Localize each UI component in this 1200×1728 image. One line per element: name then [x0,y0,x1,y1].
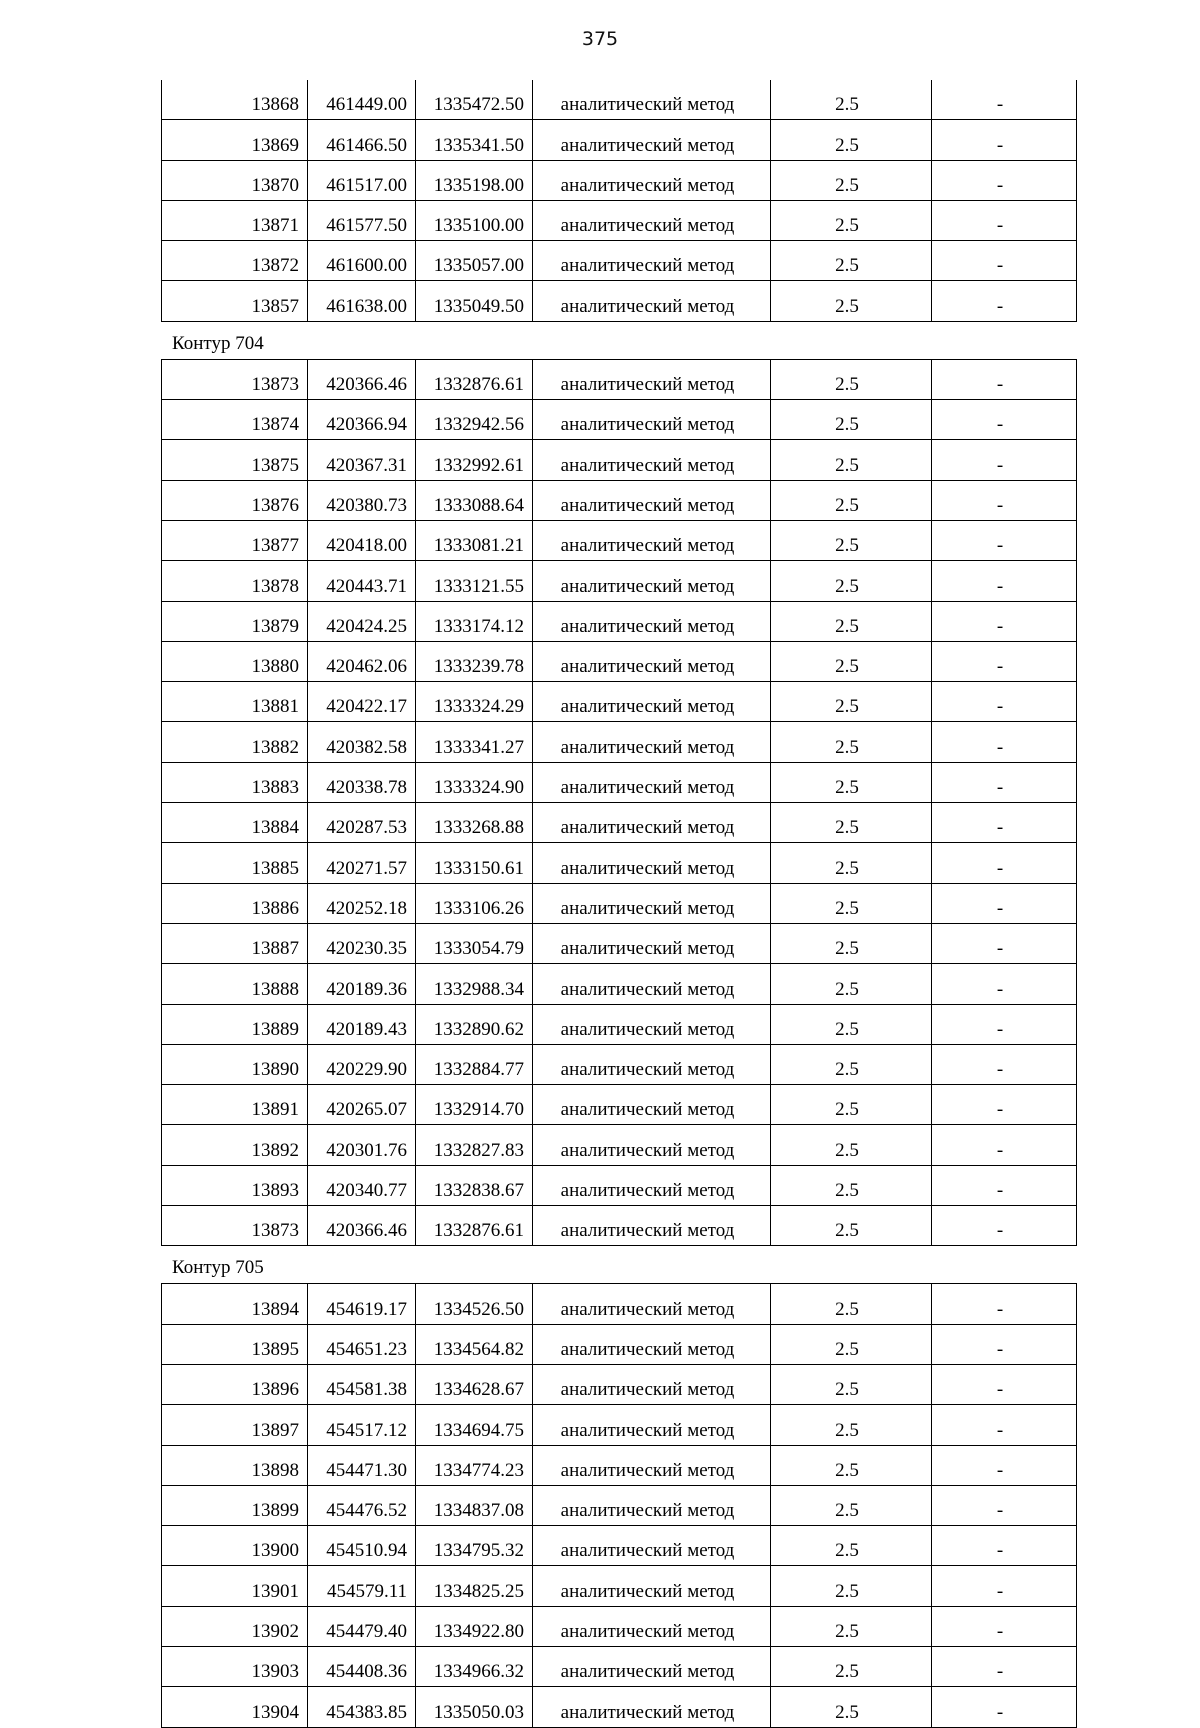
table-row [162,480,1077,520]
coordinate-table [161,80,1077,322]
point-number-cell: 13885 [162,843,308,883]
point-number-cell: 13895 [162,1324,308,1364]
table-row [162,803,1077,843]
point-number-cell: 13873 [162,1206,308,1246]
x-coordinate-cell: 420366.94 [308,400,416,440]
x-coordinate-cell: 454408.36 [308,1646,416,1686]
table-row [162,641,1077,681]
x-coordinate-cell: 420340.77 [308,1165,416,1205]
point-number-cell: 13897 [162,1405,308,1445]
table-row [162,1044,1077,1084]
point-number-cell: 13896 [162,1364,308,1404]
description-cell: - [932,1606,1077,1646]
x-coordinate-cell: 454471.30 [308,1445,416,1485]
description-cell: - [932,964,1077,1004]
precision-cell: 2.5 [771,1566,932,1606]
y-coordinate-cell: 1332827.83 [416,1125,533,1165]
y-coordinate-cell: 1335198.00 [416,160,533,200]
point-number-cell: 13870 [162,160,308,200]
x-coordinate-cell: 420462.06 [308,641,416,681]
y-coordinate-cell: 1335049.50 [416,281,533,321]
method-cell: аналитический метод [533,803,771,843]
point-number-cell: 13904 [162,1687,308,1727]
table-row [162,1324,1077,1364]
method-cell: аналитический метод [533,1085,771,1125]
precision-cell: 2.5 [771,80,932,120]
y-coordinate-cell: 1333324.29 [416,682,533,722]
description-cell: - [932,1526,1077,1566]
point-number-cell: 13900 [162,1526,308,1566]
table-row [162,561,1077,601]
x-coordinate-cell: 420189.43 [308,1004,416,1044]
method-cell: аналитический метод [533,1687,771,1727]
table-row [162,160,1077,200]
y-coordinate-cell: 1333239.78 [416,641,533,681]
y-coordinate-cell: 1334774.23 [416,1445,533,1485]
description-cell: - [932,1206,1077,1246]
point-number-cell: 13884 [162,803,308,843]
method-cell: аналитический метод [533,480,771,520]
point-number-cell: 13875 [162,440,308,480]
y-coordinate-cell: 1333106.26 [416,883,533,923]
y-coordinate-cell: 1332942.56 [416,400,533,440]
method-cell: аналитический метод [533,120,771,160]
table-row [162,1125,1077,1165]
method-cell: аналитический метод [533,80,771,120]
point-number-cell: 13883 [162,762,308,802]
y-coordinate-cell: 1332876.61 [416,1206,533,1246]
coordinate-table [161,1283,1077,1727]
y-coordinate-cell: 1332890.62 [416,1004,533,1044]
y-coordinate-cell: 1332838.67 [416,1165,533,1205]
precision-cell: 2.5 [771,1044,932,1084]
x-coordinate-cell: 420367.31 [308,440,416,480]
point-number-cell: 13889 [162,1004,308,1044]
x-coordinate-cell: 454619.17 [308,1284,416,1324]
precision-cell: 2.5 [771,1165,932,1205]
y-coordinate-cell: 1334966.32 [416,1646,533,1686]
x-coordinate-cell: 420366.46 [308,359,416,399]
table-row [162,1526,1077,1566]
y-coordinate-cell: 1335341.50 [416,120,533,160]
table-row [162,1405,1077,1445]
table-row [162,1646,1077,1686]
description-cell: - [932,1485,1077,1525]
precision-cell: 2.5 [771,722,932,762]
method-cell: аналитический метод [533,1526,771,1566]
y-coordinate-cell: 1333268.88 [416,803,533,843]
y-coordinate-cell: 1335050.03 [416,1687,533,1727]
x-coordinate-cell: 420418.00 [308,520,416,560]
x-coordinate-cell: 420301.76 [308,1125,416,1165]
y-coordinate-cell: 1332988.34 [416,964,533,1004]
method-cell: аналитический метод [533,1165,771,1205]
method-cell: аналитический метод [533,440,771,480]
precision-cell: 2.5 [771,1085,932,1125]
method-cell: аналитический метод [533,843,771,883]
precision-cell: 2.5 [771,1405,932,1445]
description-cell: - [932,923,1077,963]
x-coordinate-cell: 420230.35 [308,923,416,963]
precision-cell: 2.5 [771,964,932,1004]
precision-cell: 2.5 [771,1125,932,1165]
y-coordinate-cell: 1333054.79 [416,923,533,963]
description-cell: - [932,241,1077,281]
method-cell: аналитический метод [533,400,771,440]
table-row [162,400,1077,440]
table-row [162,722,1077,762]
y-coordinate-cell: 1333174.12 [416,601,533,641]
description-cell: - [932,480,1077,520]
description-cell: - [932,762,1077,802]
x-coordinate-cell: 420338.78 [308,762,416,802]
method-cell: аналитический метод [533,1364,771,1404]
precision-cell: 2.5 [771,1687,932,1727]
precision-cell: 2.5 [771,1324,932,1364]
method-cell: аналитический метод [533,883,771,923]
x-coordinate-cell: 420252.18 [308,883,416,923]
table-row [162,1085,1077,1125]
description-cell: - [932,1324,1077,1364]
point-number-cell: 13903 [162,1646,308,1686]
precision-cell: 2.5 [771,400,932,440]
precision-cell: 2.5 [771,281,932,321]
description-cell: - [932,803,1077,843]
precision-cell: 2.5 [771,762,932,802]
table-row [162,200,1077,240]
y-coordinate-cell: 1334795.32 [416,1526,533,1566]
table-row [162,883,1077,923]
x-coordinate-cell: 420271.57 [308,843,416,883]
table-row [162,923,1077,963]
y-coordinate-cell: 1333324.90 [416,762,533,802]
description-cell: - [932,722,1077,762]
method-cell: аналитический метод [533,160,771,200]
description-cell: - [932,1004,1077,1044]
y-coordinate-cell: 1333121.55 [416,561,533,601]
table-row [162,80,1077,120]
x-coordinate-cell: 461577.50 [308,200,416,240]
x-coordinate-cell: 454476.52 [308,1485,416,1525]
point-number-cell: 13881 [162,682,308,722]
method-cell: аналитический метод [533,601,771,641]
x-coordinate-cell: 461449.00 [308,80,416,120]
point-number-cell: 13869 [162,120,308,160]
table-row [162,440,1077,480]
x-coordinate-cell: 454517.12 [308,1405,416,1445]
method-cell: аналитический метод [533,1606,771,1646]
table-row [162,120,1077,160]
x-coordinate-cell: 420424.25 [308,601,416,641]
table-row [162,1485,1077,1525]
method-cell: аналитический метод [533,1566,771,1606]
precision-cell: 2.5 [771,1284,932,1324]
description-cell: - [932,1044,1077,1084]
method-cell: аналитический метод [533,1125,771,1165]
y-coordinate-cell: 1334526.50 [416,1284,533,1324]
coordinate-table [161,359,1077,1247]
point-number-cell: 13893 [162,1165,308,1205]
description-cell: - [932,641,1077,681]
precision-cell: 2.5 [771,1606,932,1646]
description-cell: - [932,561,1077,601]
point-number-cell: 13880 [162,641,308,681]
description-cell: - [932,281,1077,321]
table-row [162,843,1077,883]
description-cell: - [932,1566,1077,1606]
method-cell: аналитический метод [533,1324,771,1364]
x-coordinate-cell: 461466.50 [308,120,416,160]
precision-cell: 2.5 [771,1646,932,1686]
x-coordinate-cell: 420229.90 [308,1044,416,1084]
y-coordinate-cell: 1334628.67 [416,1364,533,1404]
x-coordinate-cell: 420422.17 [308,682,416,722]
point-number-cell: 13894 [162,1284,308,1324]
description-cell: - [932,1165,1077,1205]
point-number-cell: 13886 [162,883,308,923]
method-cell: аналитический метод [533,923,771,963]
description-cell: - [932,1405,1077,1445]
x-coordinate-cell: 454581.38 [308,1364,416,1404]
point-number-cell: 13890 [162,1044,308,1084]
y-coordinate-cell: 1332992.61 [416,440,533,480]
point-number-cell: 13882 [162,722,308,762]
method-cell: аналитический метод [533,682,771,722]
x-coordinate-cell: 420443.71 [308,561,416,601]
coordinate-tables [161,80,1075,1728]
point-number-cell: 13873 [162,359,308,399]
table-row [162,964,1077,1004]
precision-cell: 2.5 [771,803,932,843]
table-row [162,1566,1077,1606]
description-cell: - [932,601,1077,641]
y-coordinate-cell: 1335472.50 [416,80,533,120]
point-number-cell: 13874 [162,400,308,440]
point-number-cell: 13898 [162,1445,308,1485]
precision-cell: 2.5 [771,120,932,160]
point-number-cell: 13891 [162,1085,308,1125]
precision-cell: 2.5 [771,200,932,240]
x-coordinate-cell: 420366.46 [308,1206,416,1246]
point-number-cell: 13879 [162,601,308,641]
precision-cell: 2.5 [771,682,932,722]
precision-cell: 2.5 [771,641,932,681]
point-number-cell: 13892 [162,1125,308,1165]
precision-cell: 2.5 [771,561,932,601]
method-cell: аналитический метод [533,762,771,802]
y-coordinate-cell: 1333150.61 [416,843,533,883]
method-cell: аналитический метод [533,241,771,281]
point-number-cell: 13876 [162,480,308,520]
table-row [162,1004,1077,1044]
precision-cell: 2.5 [771,601,932,641]
x-coordinate-cell: 454479.40 [308,1606,416,1646]
description-cell: - [932,1646,1077,1686]
section-label: Контур 705 [172,1257,264,1279]
y-coordinate-cell: 1333088.64 [416,480,533,520]
y-coordinate-cell: 1334564.82 [416,1324,533,1364]
precision-cell: 2.5 [771,1445,932,1485]
y-coordinate-cell: 1333341.27 [416,722,533,762]
point-number-cell: 13901 [162,1566,308,1606]
precision-cell: 2.5 [771,359,932,399]
description-cell: - [932,120,1077,160]
precision-cell: 2.5 [771,1364,932,1404]
table-row [162,1687,1077,1727]
point-number-cell: 13887 [162,923,308,963]
point-number-cell: 13872 [162,241,308,281]
description-cell: - [932,883,1077,923]
method-cell: аналитический метод [533,1445,771,1485]
method-cell: аналитический метод [533,1485,771,1525]
table-row [162,281,1077,321]
y-coordinate-cell: 1332876.61 [416,359,533,399]
precision-cell: 2.5 [771,440,932,480]
method-cell: аналитический метод [533,1206,771,1246]
description-cell: - [932,359,1077,399]
precision-cell: 2.5 [771,843,932,883]
y-coordinate-cell: 1334694.75 [416,1405,533,1445]
description-cell: - [932,1085,1077,1125]
y-coordinate-cell: 1334837.08 [416,1485,533,1525]
method-cell: аналитический метод [533,520,771,560]
y-coordinate-cell: 1334922.80 [416,1606,533,1646]
page-number: 375 [581,28,619,50]
x-coordinate-cell: 461638.00 [308,281,416,321]
point-number-cell: 13888 [162,964,308,1004]
method-cell: аналитический метод [533,1044,771,1084]
description-cell: - [932,80,1077,120]
precision-cell: 2.5 [771,480,932,520]
table-row [162,1284,1077,1324]
description-cell: - [932,1284,1077,1324]
table-row [162,601,1077,641]
method-cell: аналитический метод [533,641,771,681]
description-cell: - [932,1125,1077,1165]
x-coordinate-cell: 461517.00 [308,160,416,200]
method-cell: аналитический метод [533,561,771,601]
description-cell: - [932,440,1077,480]
method-cell: аналитический метод [533,1004,771,1044]
method-cell: аналитический метод [533,964,771,1004]
table-row [162,682,1077,722]
description-cell: - [932,682,1077,722]
x-coordinate-cell: 420287.53 [308,803,416,843]
precision-cell: 2.5 [771,520,932,560]
precision-cell: 2.5 [771,1206,932,1246]
x-coordinate-cell: 454579.11 [308,1566,416,1606]
x-coordinate-cell: 420265.07 [308,1085,416,1125]
x-coordinate-cell: 454651.23 [308,1324,416,1364]
table-row [162,1364,1077,1404]
precision-cell: 2.5 [771,160,932,200]
description-cell: - [932,1364,1077,1404]
y-coordinate-cell: 1332914.70 [416,1085,533,1125]
description-cell: - [932,520,1077,560]
point-number-cell: 13868 [162,80,308,120]
description-cell: - [932,200,1077,240]
table-row [162,1165,1077,1205]
x-coordinate-cell: 454383.85 [308,1687,416,1727]
method-cell: аналитический метод [533,1405,771,1445]
description-cell: - [932,843,1077,883]
precision-cell: 2.5 [771,1485,932,1525]
table-row [162,1206,1077,1246]
precision-cell: 2.5 [771,1526,932,1566]
x-coordinate-cell: 454510.94 [308,1526,416,1566]
table-row [162,1445,1077,1485]
section-label: Контур 704 [172,332,264,354]
table-row [162,359,1077,399]
table-row [162,241,1077,281]
y-coordinate-cell: 1335057.00 [416,241,533,281]
x-coordinate-cell: 420382.58 [308,722,416,762]
point-number-cell: 13877 [162,520,308,560]
description-cell: - [932,1445,1077,1485]
description-cell: - [932,1687,1077,1727]
point-number-cell: 13899 [162,1485,308,1525]
method-cell: аналитический метод [533,359,771,399]
precision-cell: 2.5 [771,1004,932,1044]
point-number-cell: 13902 [162,1606,308,1646]
point-number-cell: 13871 [162,200,308,240]
table-row [162,520,1077,560]
point-number-cell: 13857 [162,281,308,321]
y-coordinate-cell: 1332884.77 [416,1044,533,1084]
precision-cell: 2.5 [771,923,932,963]
description-cell: - [932,160,1077,200]
method-cell: аналитический метод [533,722,771,762]
point-number-cell: 13878 [162,561,308,601]
x-coordinate-cell: 461600.00 [308,241,416,281]
y-coordinate-cell: 1334825.25 [416,1566,533,1606]
x-coordinate-cell: 420380.73 [308,480,416,520]
method-cell: аналитический метод [533,200,771,240]
method-cell: аналитический метод [533,281,771,321]
precision-cell: 2.5 [771,241,932,281]
y-coordinate-cell: 1335100.00 [416,200,533,240]
method-cell: аналитический метод [533,1284,771,1324]
description-cell: - [932,400,1077,440]
table-row [162,762,1077,802]
precision-cell: 2.5 [771,883,932,923]
table-row [162,1606,1077,1646]
y-coordinate-cell: 1333081.21 [416,520,533,560]
x-coordinate-cell: 420189.36 [308,964,416,1004]
method-cell: аналитический метод [533,1646,771,1686]
